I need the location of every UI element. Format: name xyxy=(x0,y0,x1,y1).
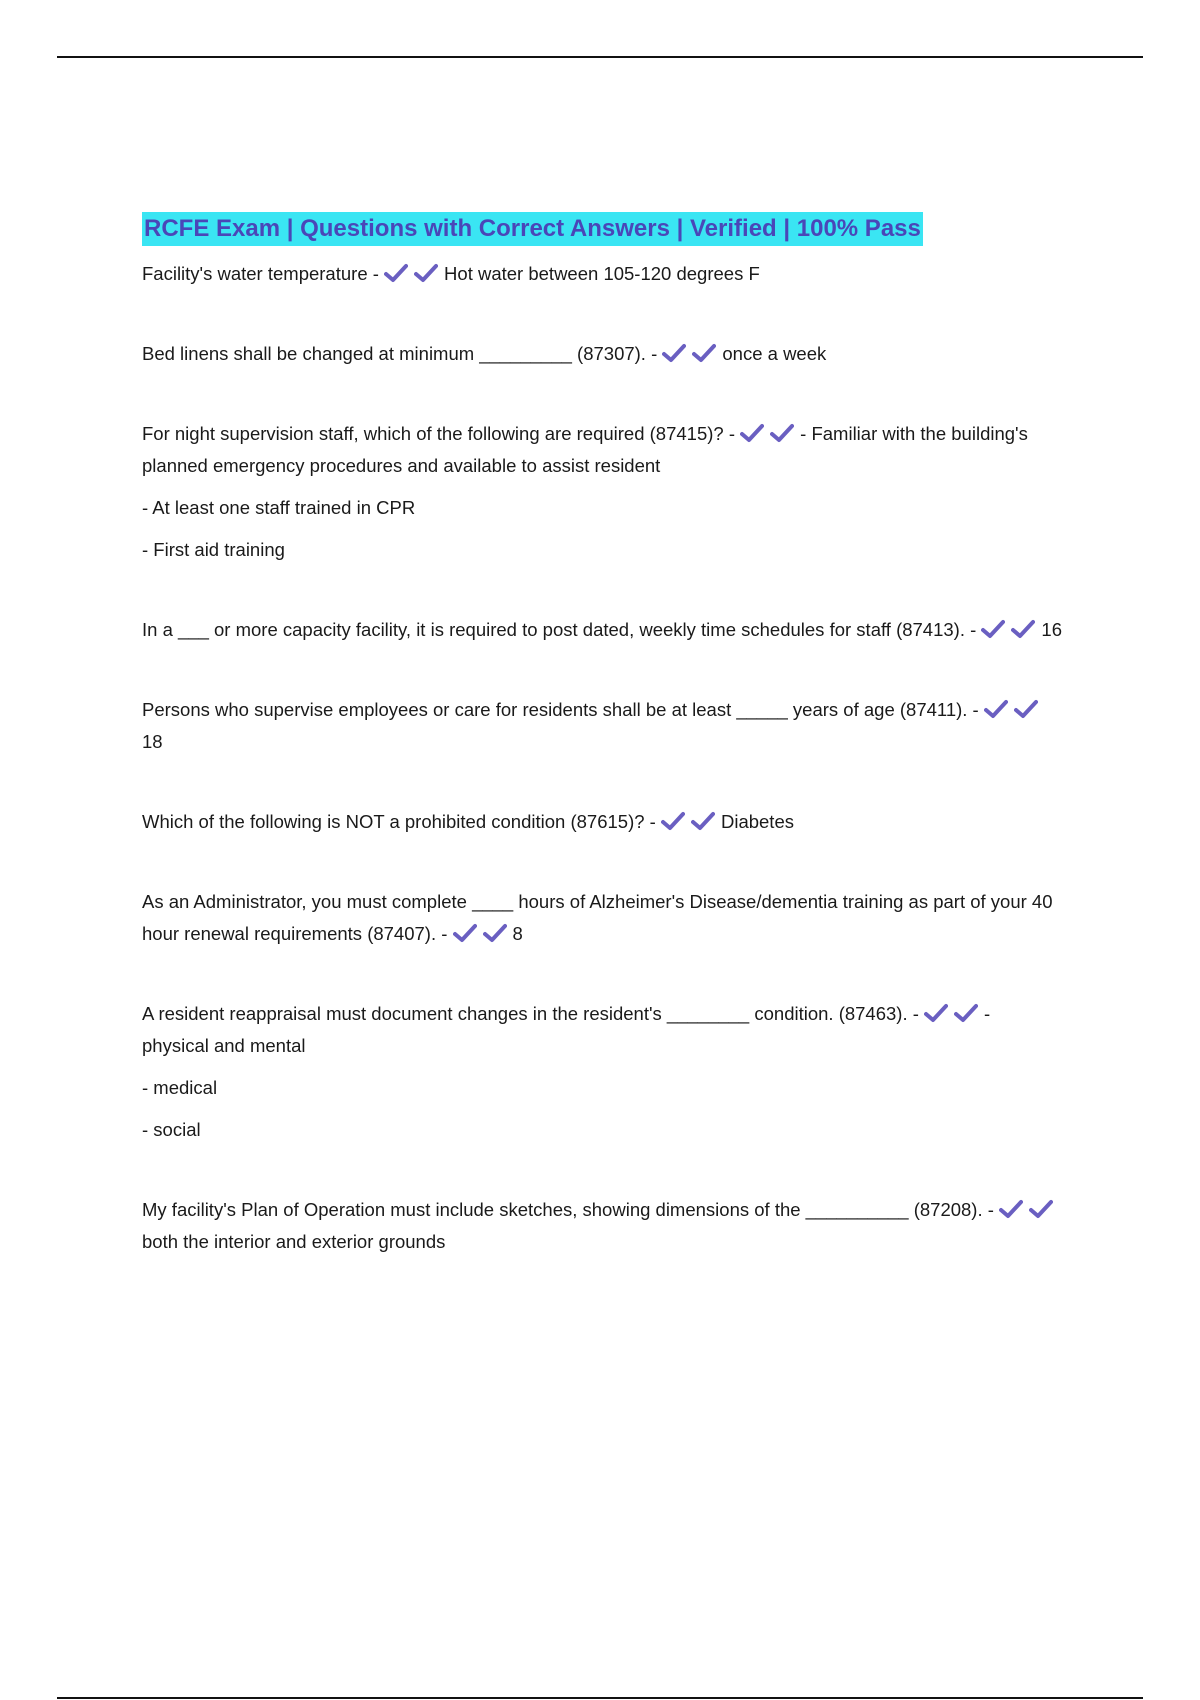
qa-item xyxy=(142,998,1062,1062)
qa-item xyxy=(142,614,1062,646)
question-text: A resident reappraisal must document changes in the resident's ________ condition. (87463). - xyxy=(142,1003,925,1024)
answer-text: 16 xyxy=(1041,619,1062,640)
answer-text: Diabetes xyxy=(720,811,794,832)
check-icon xyxy=(981,619,1005,639)
check-icon xyxy=(984,699,1008,719)
check-icon xyxy=(692,343,716,363)
check-icon xyxy=(1011,619,1035,639)
answer-text: - Familiar with the building's planned emergency procedures and available to assist resident xyxy=(142,423,1028,476)
check-icon xyxy=(483,923,507,943)
check-icon xyxy=(1014,699,1038,719)
check-icon xyxy=(1029,1199,1053,1219)
question-text: Facility's water temperature - xyxy=(142,263,385,284)
check-icon xyxy=(770,423,794,443)
question-text: My facility's Plan of Operation must include sketches, showing dimensions of the __________ (87208). - xyxy=(142,1199,1000,1220)
answer-text: once a week xyxy=(722,343,827,364)
question-text: As an Administrator, you must complete ____ hours of Alzheimer's Disease/dementia training as part of your 40 hour renewal requirements (87407). - xyxy=(142,891,1053,944)
check-icon xyxy=(691,811,715,831)
question-text: For night supervision staff, which of the following are required (87415)? - xyxy=(142,423,741,444)
check-icon xyxy=(414,263,438,283)
answer-line: - At least one staff trained in CPR xyxy=(142,497,416,518)
question-text: Which of the following is NOT a prohibited condition (87615)? - xyxy=(142,811,661,832)
top-rule xyxy=(57,56,1143,58)
question-text: Persons who supervise employees or care for residents shall be at least _____ years of age (87411). - xyxy=(142,699,984,720)
check-icon xyxy=(740,423,764,443)
qa-item xyxy=(142,886,1062,950)
check-icon xyxy=(384,263,408,283)
check-icon xyxy=(999,1199,1023,1219)
bottom-rule xyxy=(57,1697,1143,1699)
answer-line: - medical xyxy=(142,1077,218,1098)
qa-item xyxy=(142,258,1062,290)
answer-line: - social xyxy=(142,1119,201,1140)
answer-line: - First aid training xyxy=(142,539,285,560)
answer-text: 8 xyxy=(512,923,523,944)
check-icon xyxy=(924,1003,948,1023)
check-icon xyxy=(453,923,477,943)
question-text: In a ___ or more capacity facility, it is required to post dated, weekly time schedules for staff (87413). - xyxy=(142,619,982,640)
answer-text: - physical and mental xyxy=(142,1003,991,1056)
qa-item xyxy=(142,418,1062,482)
check-icon xyxy=(662,343,686,363)
answer-text: Hot water between 105-120 degrees F xyxy=(444,263,760,284)
qa-item xyxy=(142,806,1062,838)
check-icon xyxy=(661,811,685,831)
qa-item xyxy=(142,694,1062,758)
document-body xyxy=(142,212,1062,1258)
qa-item xyxy=(142,338,1062,370)
answer-text: both the interior and exterior grounds xyxy=(142,1231,446,1252)
document-title: RCFE Exam | Questions with Correct Answers | Verified | 100% Pass xyxy=(142,212,923,246)
question-text: Bed linens shall be changed at minimum _________ (87307). - xyxy=(142,343,663,364)
qa-item xyxy=(142,1194,1062,1258)
check-icon xyxy=(954,1003,978,1023)
answer-text: 18 xyxy=(142,731,163,752)
